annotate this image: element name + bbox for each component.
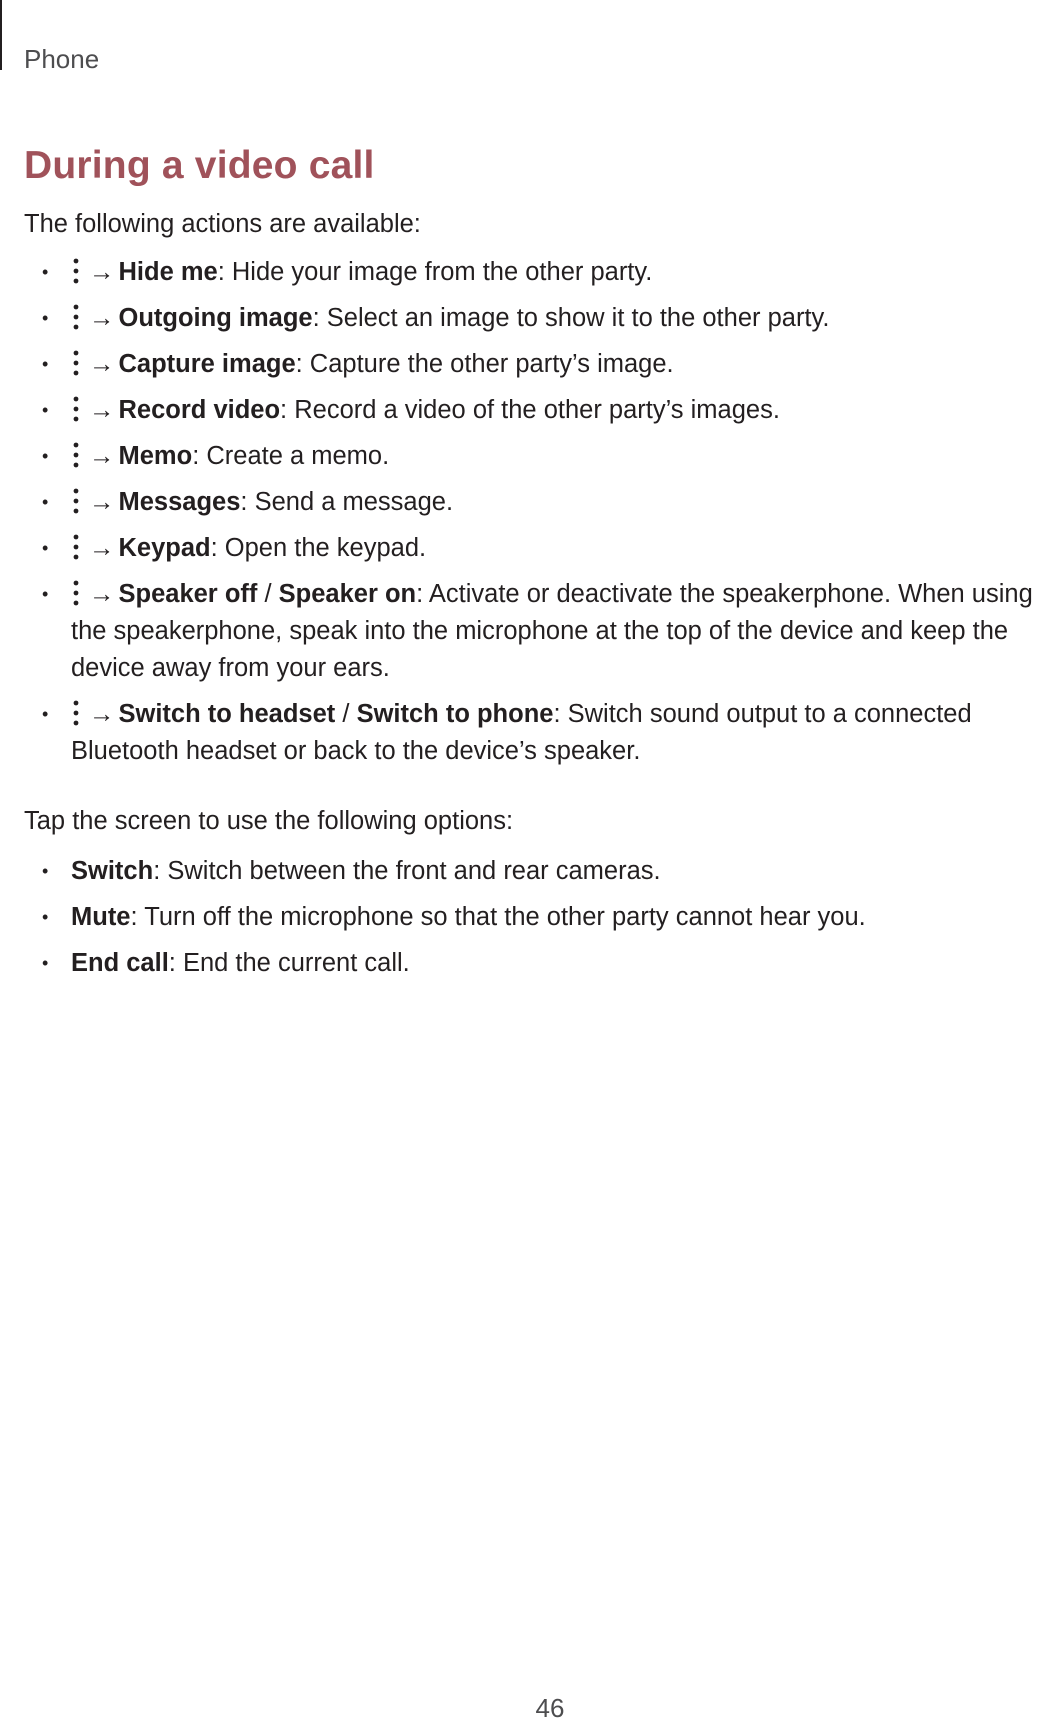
more-options-icon [71, 349, 81, 377]
list-item-mute [0, 899, 1060, 936]
option-name: Switch [71, 857, 154, 885]
bullet: • [42, 861, 49, 881]
bullet: • [42, 492, 49, 512]
option-name: Mute [71, 903, 131, 931]
option-description: : Turn off the microphone so that the other party cannot hear you. [130, 903, 866, 931]
option-description: : Open the keypad. [210, 534, 427, 562]
option-name-alt: Switch to phone [356, 700, 554, 728]
option-description: : Select an image to show it to the other party. [312, 304, 830, 332]
list-item-switch [0, 853, 1060, 890]
arrow: → [89, 580, 115, 608]
arrow: → [89, 700, 115, 728]
option-description: : Hide your image from the other party. [217, 258, 653, 286]
bullet: • [42, 446, 49, 466]
bullet: • [42, 907, 49, 927]
running-header: Phone [24, 44, 100, 74]
more-options-icon [71, 441, 81, 469]
list-item-switch-audio [0, 696, 1060, 770]
more-options-icon [71, 395, 81, 423]
list-item-capture-image [0, 346, 1060, 383]
option-description: : End the current call. [168, 949, 410, 977]
option-name-alt: Speaker on [278, 580, 417, 608]
option-separator: / [257, 580, 279, 608]
option-description: : Activate or deactivate the speakerphone. When using the speakerphone, speak into the microphone at the top of the device and keep the device away from your ears. [71, 580, 1033, 682]
arrow: → [89, 396, 115, 424]
option-name: Hide me [118, 258, 218, 286]
arrow: → [89, 442, 115, 470]
option-separator: / [335, 700, 357, 728]
section-title: During a video call [24, 144, 375, 187]
more-options-icon [71, 257, 81, 285]
option-name: Record video [118, 396, 281, 424]
list-item-hide-me [0, 254, 1060, 291]
option-name: Memo [118, 442, 193, 470]
list-item-end-call [0, 945, 1060, 982]
bullet: • [42, 400, 49, 420]
more-options-icon [71, 303, 81, 331]
list-item-speaker [0, 576, 1060, 687]
option-description: : Send a message. [240, 488, 454, 516]
option-description: : Record a video of the other party’s images. [280, 396, 780, 424]
bullet: • [42, 704, 49, 724]
more-options-icon [71, 487, 81, 515]
more-options-icon [71, 533, 81, 561]
tap-options-list [0, 853, 1060, 991]
option-name: Speaker off [118, 580, 258, 608]
bullet: • [42, 354, 49, 374]
actions-intro: The following actions are available: [24, 210, 421, 238]
more-options-icon [71, 579, 81, 607]
bullet: • [42, 584, 49, 604]
arrow: → [89, 350, 115, 378]
list-item-record-video [0, 392, 1060, 429]
bullet: • [42, 308, 49, 328]
list-item-messages [0, 484, 1060, 521]
arrow: → [89, 304, 115, 332]
page-number: 46 [535, 1693, 565, 1723]
page-edge-line [0, 0, 2, 70]
option-name: Outgoing image [118, 304, 313, 332]
option-description: : Capture the other party’s image. [295, 350, 674, 378]
option-name: Keypad [118, 534, 211, 562]
option-description: : Create a memo. [192, 442, 390, 470]
option-description: : Switch sound output to a connected Bluetooth headset or back to the device’s speaker. [71, 700, 972, 765]
option-name: Messages [118, 488, 241, 516]
tap-options-intro: Tap the screen to use the following options: [24, 807, 514, 835]
arrow: → [89, 534, 115, 562]
list-item-outgoing-image [0, 300, 1060, 337]
more-options-icon [71, 699, 81, 727]
arrow: → [89, 258, 115, 286]
option-name: Switch to headset [118, 700, 336, 728]
bullet: • [42, 538, 49, 558]
arrow: → [89, 488, 115, 516]
option-name: Capture image [118, 350, 296, 378]
option-description: : Switch between the front and rear cameras. [153, 857, 661, 885]
bullet: • [42, 953, 49, 973]
list-item-keypad [0, 530, 1060, 567]
video-call-actions-list [0, 254, 1060, 779]
bullet: • [42, 262, 49, 282]
option-name: End call [71, 949, 169, 977]
list-item-memo [0, 438, 1060, 475]
